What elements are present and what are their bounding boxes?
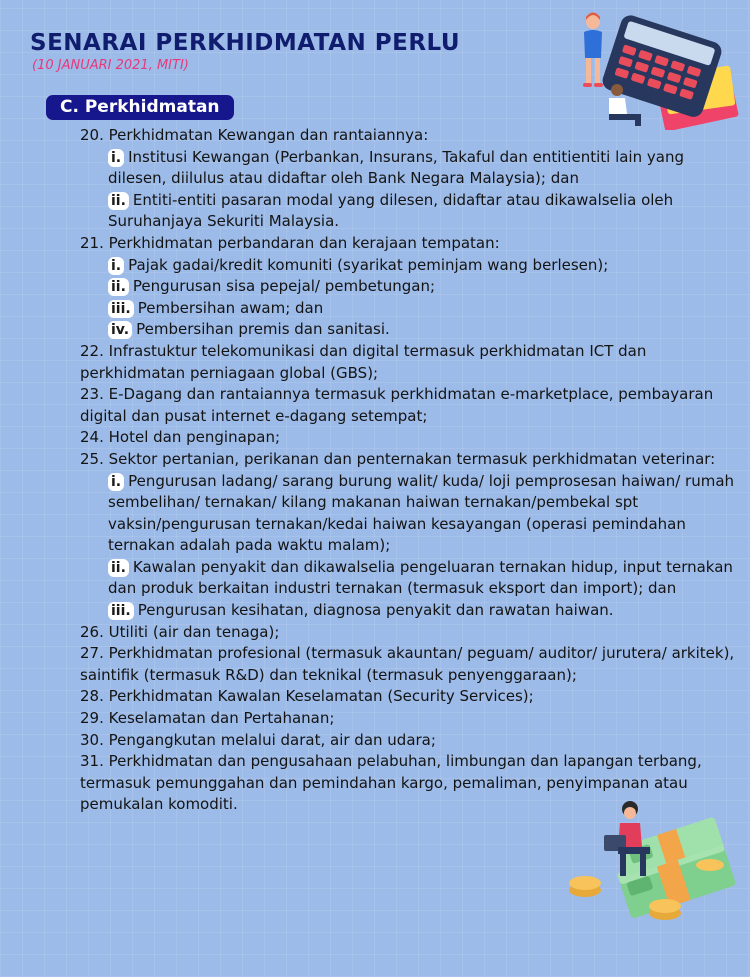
list-item	[80, 622, 735, 644]
item-text: Utiliti (air dan tenaga);	[108, 622, 280, 641]
item-number: 28.	[80, 687, 104, 706]
sub-item	[80, 319, 735, 341]
list-item	[80, 427, 735, 449]
sub-item-marker: ii.	[108, 278, 129, 296]
sub-item	[80, 190, 735, 233]
page-title: SENARAI PERKHIDMATAN PERLU	[30, 30, 461, 56]
list-item	[80, 686, 735, 708]
money-stack-illustration-icon	[560, 795, 750, 925]
item-text: Perkhidmatan dan pengusahaan pelabuhan, limbungan dan lapangan terbang, termasuk pemunggahan dan pemindahan kargo, pemaliman, penyimpanan atau pemukalan komoditi.	[80, 752, 702, 814]
item-number: 29.	[80, 709, 104, 728]
sub-item-text: Pengurusan sisa pepejal/ pembetungan;	[132, 277, 436, 296]
item-text: Sektor pertanian, perikanan dan penternakan termasuk perkhidmatan veterinar:	[108, 449, 716, 468]
list-item	[80, 384, 735, 427]
item-number: 25.	[80, 449, 104, 468]
list-item	[80, 449, 735, 471]
sub-item	[80, 255, 735, 277]
sub-item-marker: iv.	[108, 321, 132, 339]
item-number: 24.	[80, 428, 104, 447]
page-subtitle: (10 JANUARI 2021, MITI)	[32, 58, 189, 73]
sub-item-text: Pengurusan ladang/ sarang burung walit/ kuda/ loji pemprosesan haiwan/ rumah sembelihan/ ternakan/ kilang makanan haiwan ternakan/pembekal spt vaksin/pengurusan ternakan/kedai haiwan kesayangan (operasi pemindahan ternakan adalah pada waktu malam);	[108, 471, 735, 555]
sub-item-marker: i.	[108, 473, 124, 491]
list-item	[80, 125, 735, 147]
list-item	[80, 708, 735, 730]
item-number: 20.	[80, 126, 104, 144]
sub-item-text: Pajak gadai/kredit komuniti (syarikat peminjam wang berlesen);	[128, 255, 609, 274]
item-text: Perkhidmatan perbandaran dan kerajaan tempatan:	[108, 233, 500, 252]
sub-item	[80, 298, 735, 320]
sub-item	[80, 471, 735, 557]
item-text: Infrastuktur telekomunikasi dan digital termasuk perkhidmatan ICT dan perkhidmatan perniagaan global (GBS);	[80, 341, 647, 382]
sub-item-marker: iii.	[108, 602, 134, 620]
list-item	[80, 730, 735, 752]
section-badge: C. Perkhidmatan	[46, 95, 234, 120]
item-text: Perkhidmatan profesional (termasuk akauntan/ peguam/ auditor/ jurutera/ arkitek), saintifik (termasuk R&D) dan teknikal (termasuk penyenggaraan);	[80, 644, 735, 684]
item-number: 26.	[80, 622, 104, 641]
item-text: Hotel dan penginapan;	[108, 428, 281, 447]
sub-item-text: Pembersihan premis dan sanitasi.	[136, 320, 390, 339]
list-item	[80, 233, 735, 255]
sub-item-text: Kawalan penyakit dan dikawalselia pengeluaran ternakan hidup, input ternakan dan produk berkaitan industri ternakan (termasuk eksport dan import); dan	[108, 557, 733, 598]
item-number: 23.	[80, 385, 104, 404]
sub-item-marker: ii.	[108, 192, 129, 210]
services-list	[80, 125, 735, 816]
item-text: E-Dagang dan rantaiannya termasuk perkhidmatan e-marketplace, pembayaran digital dan pusat internet e-dagang setempat;	[80, 385, 714, 425]
sub-item-marker: ii.	[108, 559, 129, 577]
item-text: Pengangkutan melalui darat, air dan udara;	[108, 730, 436, 749]
item-number: 30.	[80, 730, 104, 749]
sub-item-marker: i.	[108, 257, 124, 275]
list-item	[80, 341, 735, 384]
sub-item-text: Institusi Kewangan (Perbankan, Insurans, Takaful dan entitientiti lain yang dilesen, diilulus atau didaftar oleh Bank Negara Malaysia); dan	[108, 147, 684, 188]
item-number: 22.	[80, 341, 104, 360]
calculator-illustration-icon	[565, 10, 745, 130]
sub-item	[80, 147, 735, 190]
sub-item	[80, 276, 735, 298]
sub-item-text: Pembersihan awam; dan	[137, 298, 324, 317]
item-text: Perkhidmatan Kawalan Keselamatan (Security Services);	[108, 687, 534, 706]
list-item	[80, 643, 735, 686]
sub-item-marker: i.	[108, 149, 124, 167]
item-text: Perkhidmatan Kewangan dan rantaiannya:	[108, 126, 429, 144]
sub-item-text: Entiti-entiti pasaran modal yang dilesen, didaftar atau dikawalselia oleh Suruhanjaya Sekuriti Malaysia.	[108, 190, 674, 231]
item-number: 21.	[80, 233, 104, 252]
sub-item-marker: iii.	[108, 300, 134, 318]
sub-item-text: Pengurusan kesihatan, diagnosa penyakit dan rawatan haiwan.	[137, 601, 614, 620]
sub-item	[80, 600, 735, 622]
item-number: 27.	[80, 644, 104, 663]
item-text: Keselamatan dan Pertahanan;	[108, 709, 335, 728]
sub-item	[80, 557, 735, 600]
item-number: 31.	[80, 752, 104, 771]
